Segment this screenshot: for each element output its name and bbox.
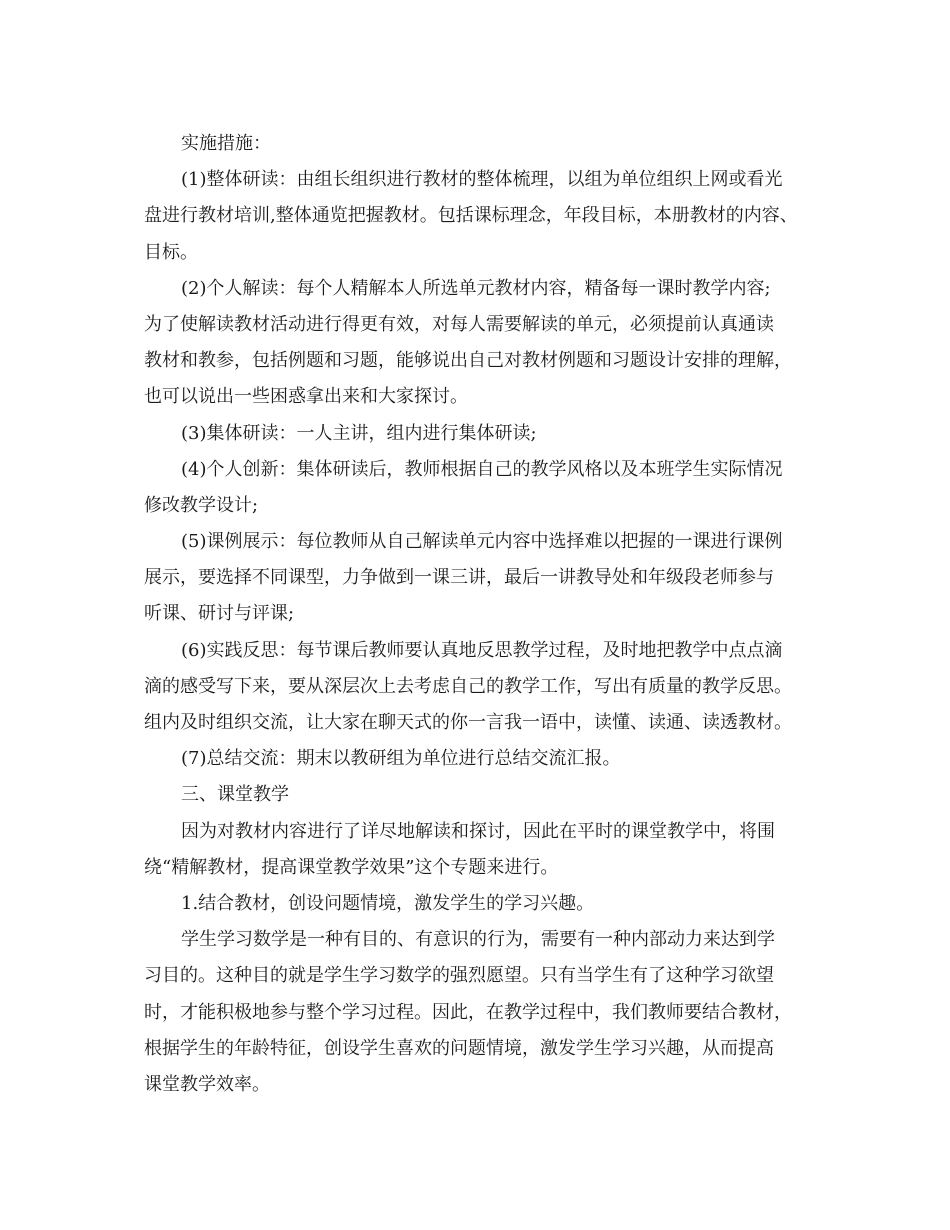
text-line: 修改教学设计; — [144, 494, 259, 516]
text-line: 展示，要选择不同课型，力争做到一课三讲，最后一讲教导处和年级段老师参与 — [144, 567, 774, 589]
text-line: 也可以说出一些困惑拿出来和大家探讨。 — [144, 386, 468, 408]
text-line: (5)课例展示：每位教师从自己解读单元内容中选择难以把握的一课进行课例 — [181, 531, 783, 553]
text-line: 组内及时组织交流，让大家在聊天式的你一言我一语中，读懂、读通、读透教材。 — [144, 712, 792, 733]
text-line: 因为对教材内容进行了详尽地解读和探讨，因此在平时的课堂教学中，将围 — [181, 820, 775, 842]
text-line: (3)集体研读：一人主讲，组内进行集体研读; — [181, 422, 537, 444]
text-line: 三、课堂教学 — [181, 784, 289, 806]
text-line: (1)整体研读：由组长组织进行教材的整体梳理，以组为单位组织上网或看光 — [181, 169, 783, 191]
text-line: 课堂教学效率。 — [144, 1073, 270, 1095]
text-line: 习目的。这种目的就是学生学习数学的强烈愿望。只有当学生有了这种学习欲望 — [144, 965, 774, 987]
text-line: 根据学生的年龄特征，创设学生喜欢的问题情境，激发学生学习兴趣，从而提高 — [144, 1037, 774, 1059]
text-line: 盘进行教材培训,整体通览把握教材。包括课标理念，年段目标，本册教材的内容、 — [144, 205, 798, 227]
text-line: 学生学习数学是一种有目的、有意识的行为，需要有一种内部动力来达到学 — [181, 929, 775, 951]
text-line: (4)个人创新：集体研读后，教师根据自己的教学风格以及本班学生实际情况 — [181, 458, 783, 480]
text-line: 听课、研讨与评课; — [144, 603, 295, 625]
text-line: (7)总结交流：期末以教研组为单位进行总结交流汇报。 — [181, 748, 621, 770]
text-line: 时，才能积极地参与整个学习过程。因此，在教学过程中，我们教师要结合教材， — [144, 1001, 792, 1023]
text-line: 目标。 — [144, 241, 198, 263]
document-body — [144, 126, 844, 1103]
text-line: 绕“精解教材，提高课堂教学效果”这个专题来进行。 — [144, 856, 559, 878]
text-line: 滴的感受写下来，要从深层次上去考虑自己的教学工作，写出有质量的教学反思。 — [144, 675, 792, 697]
text-line: (2)个人解读：每个人精解本人所选单元教材内容，精备每一课时教学内容; — [181, 277, 771, 299]
text-line: (6)实践反思：每节课后教师要认真地反思教学过程，及时地把教学中点点滴 — [181, 639, 783, 661]
text-line: 为了使解读教材活动进行得更有效，对每人需要解读的单元，必须提前认真通读 — [144, 313, 774, 335]
text-line: 实施措施： — [181, 133, 271, 154]
text-line: 教材和教参，包括例题和习题，能够说出自己对教材例题和习题设计安排的理解， — [144, 350, 792, 372]
text-line: 1.结合教材，创设问题情境，激发学生的学习兴趣。 — [181, 892, 595, 914]
